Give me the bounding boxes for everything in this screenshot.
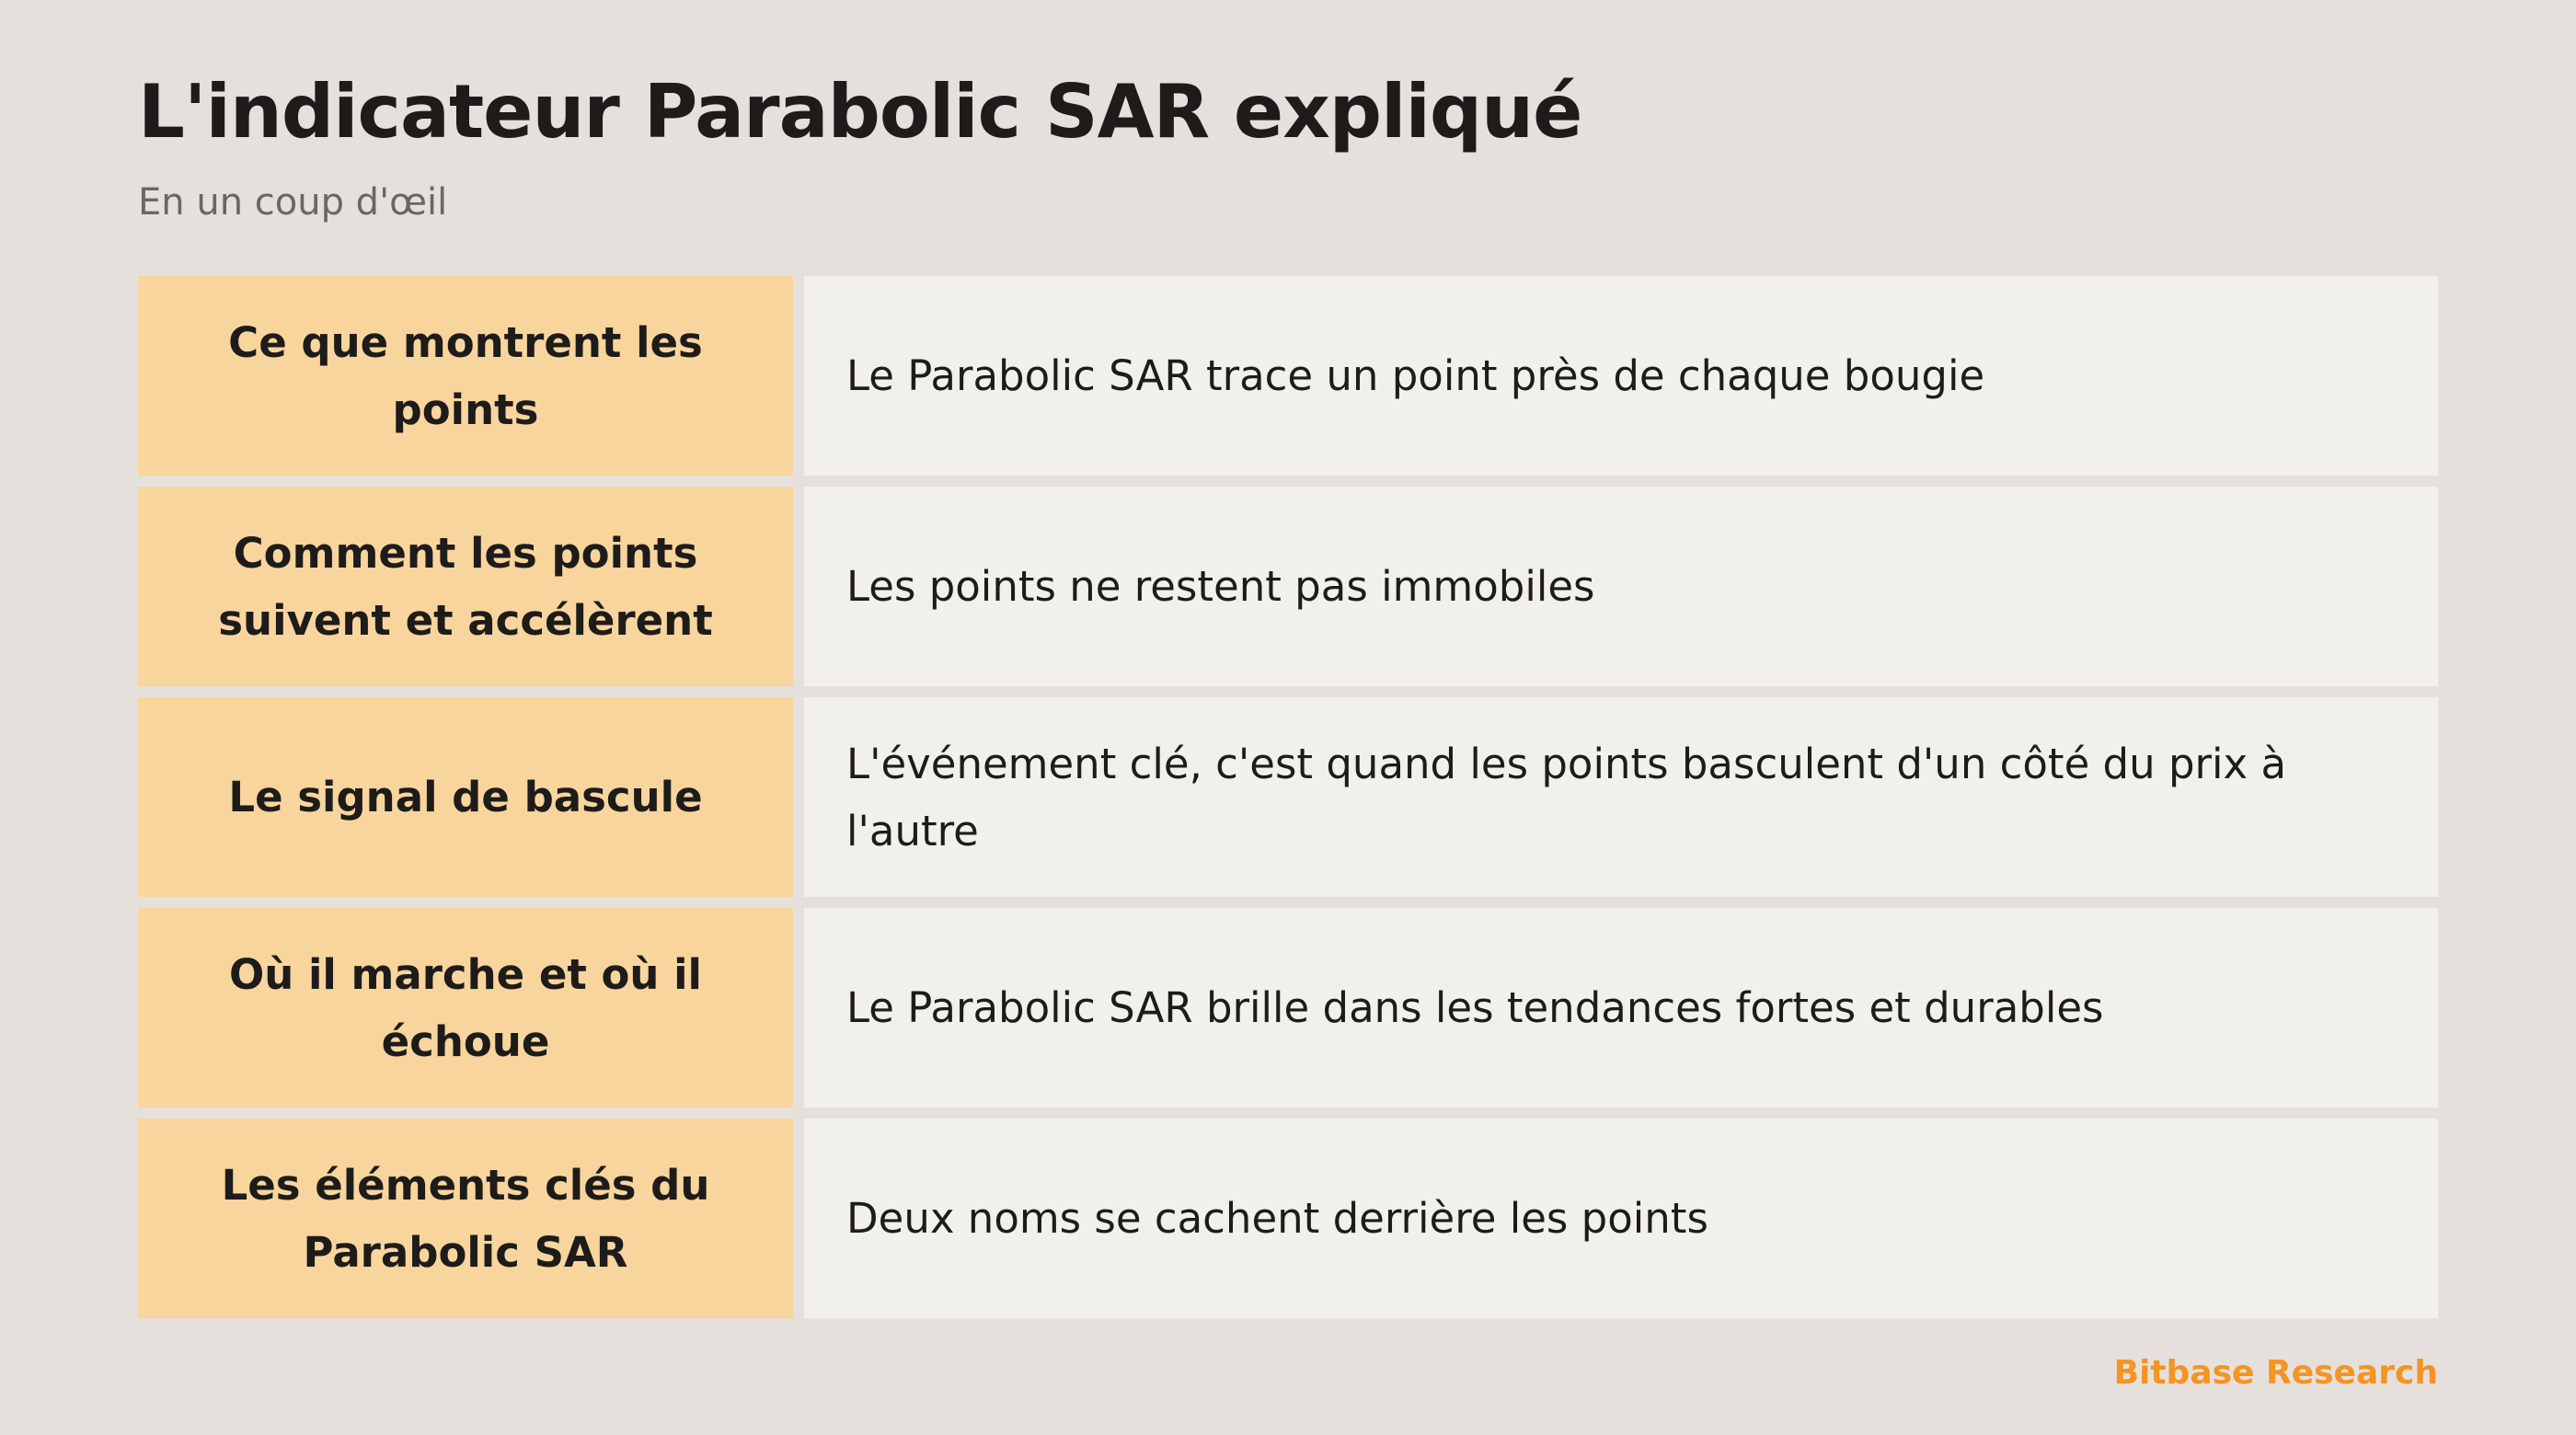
row-label-cell: [138, 1119, 793, 1318]
page-subtitle: En un coup d'œil: [138, 181, 448, 224]
table-row: [138, 1119, 2438, 1318]
table-row: [138, 908, 2438, 1108]
row-label: Où il marche et où il échoue: [229, 949, 702, 1066]
table-row: [138, 276, 2438, 476]
row-value: Les points ne restent pas immobiles: [846, 562, 1595, 611]
row-label-cell: [138, 276, 793, 476]
row-value: Le Parabolic SAR trace un point près de chaque bougie: [846, 351, 1985, 400]
row-value-cell: [804, 908, 2438, 1108]
row-value-cell: [804, 697, 2438, 897]
table-row: [138, 487, 2438, 686]
row-label-cell: [138, 908, 793, 1108]
row-label: Le signal de bascule: [228, 773, 703, 821]
row-value-cell: [804, 276, 2438, 476]
table-row: [138, 697, 2438, 897]
row-value: Deux noms se cachent derrière les points: [846, 1194, 1708, 1243]
row-label: Comment les points suivent et accélèrent: [218, 528, 713, 645]
row-value: Le Parabolic SAR brille dans les tendances fortes et durables: [846, 983, 2104, 1032]
row-value-cell: [804, 487, 2438, 686]
row-label-cell: [138, 487, 793, 686]
row-value-cell: [804, 1119, 2438, 1318]
row-label: Les éléments clés du Parabolic SAR: [221, 1160, 710, 1277]
row-value: L'événement clé, c'est quand les points basculent d'un côté du prix à l'autre: [846, 739, 2287, 855]
brand-credit: Bitbase Research: [2113, 1354, 2438, 1392]
row-label-cell: [138, 697, 793, 897]
info-table: [138, 276, 2438, 1318]
row-label: Ce que montrent les points: [228, 317, 703, 434]
page-title: L'indicateur Parabolic SAR expliqué: [138, 69, 1582, 155]
